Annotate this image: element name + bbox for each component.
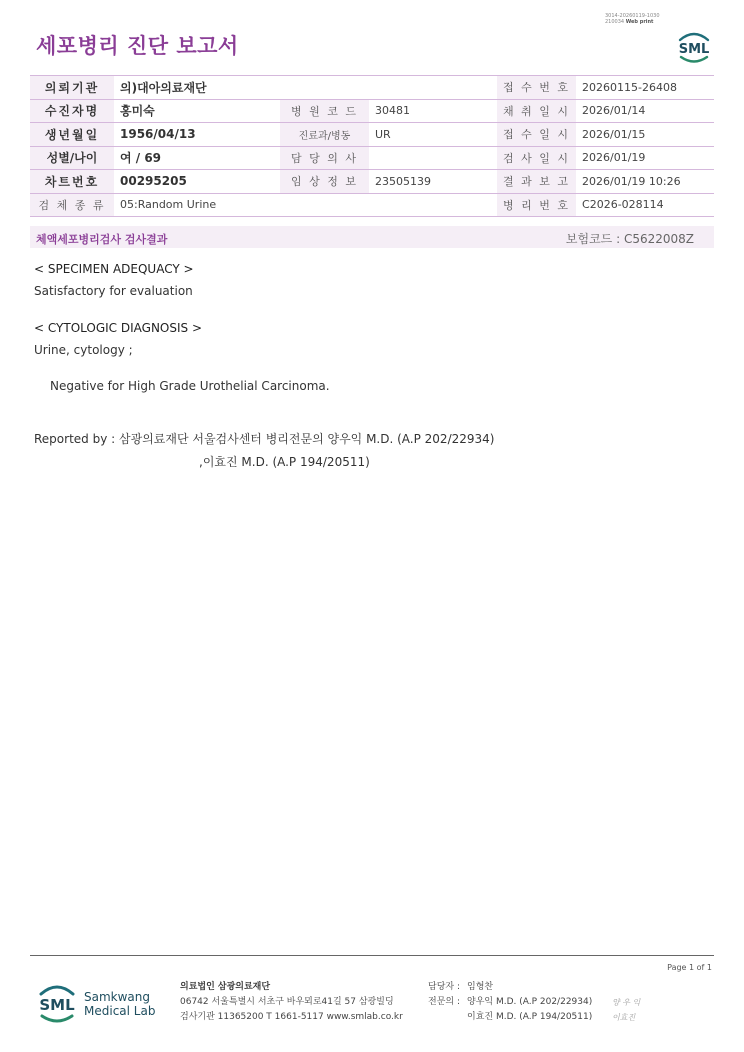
adequacy-heading: < SPECIMEN ADEQUACY > [34, 262, 194, 276]
value-hospital-code: 30481 [369, 99, 497, 123]
table-row [30, 146, 714, 170]
brand-name [84, 990, 155, 1018]
label-specimen-type: 검 체 종 류 [30, 193, 114, 217]
value-result-report: 2026/01/19 10:26 [576, 170, 714, 194]
diagnosis-result: Negative for High Grade Urothelial Carcinoma. [50, 379, 330, 393]
value-birth-date: 1956/04/13 [114, 123, 280, 147]
institution-contact: 검사기관 11365200 T 1661-5117 www.smlab.co.kr [180, 1012, 403, 1022]
section-title: 체액세포병리검사 검사결과 [36, 233, 168, 246]
label-test-date: 검 사 일 시 [497, 146, 576, 170]
value-chart-number: 00295205 [114, 170, 280, 194]
value-department: UR [369, 123, 497, 147]
institution-address: 06742 서울특별시 서초구 바우뫼로41길 57 삼광빌딩 [180, 997, 394, 1007]
specialist-1: 양우익 M.D. (A.P 202/22934) [467, 997, 593, 1007]
value-clinical-info: 23505139 [369, 170, 497, 194]
brand-line1: Samkwang [84, 990, 150, 1004]
table-row [30, 170, 714, 194]
label-chart-number: 차트번호 [30, 170, 114, 194]
label-hospital-code: 병 원 코 드 [280, 99, 369, 123]
brand-line2: Medical Lab [84, 1004, 156, 1018]
manager-name: 임형찬 [467, 982, 494, 992]
signature-1: 양 우 익 [612, 998, 641, 1007]
report-title: 세포병리 진단 보고서 [36, 34, 239, 58]
specialist-label: 전문의 : [428, 997, 460, 1007]
value-attending-physician [369, 146, 497, 170]
insurance-code: 보험코드 : C5622008Z [565, 232, 694, 246]
signature-2: 이효진 [612, 1013, 636, 1022]
value-requesting-institution: 의)대아의료재단 [114, 76, 497, 100]
table-row [30, 193, 714, 217]
label-clinical-info: 임 상 정 보 [280, 170, 369, 194]
label-pathology-number: 병 리 번 호 [497, 193, 576, 217]
institution-name: 의료법인 삼광의료재단 [180, 982, 271, 992]
value-pathology-number: C2026-028114 [576, 193, 714, 217]
value-specimen-type: 05:Random Urine [114, 193, 497, 217]
page-number: Page 1 of 1 [667, 963, 712, 972]
label-attending-physician: 담 당 의 사 [280, 146, 369, 170]
value-received-date: 2026/01/15 [576, 123, 714, 147]
staff-info [428, 980, 592, 1025]
diagnosis-heading: < CYTOLOGIC DIAGNOSIS > [34, 321, 203, 335]
value-sex-age: 여 / 69 [114, 146, 280, 170]
reported-by-line2: ,이효진 M.D. (A.P 194/20511) [199, 455, 370, 469]
print-id-line1: 3014-20260119-1030 [605, 13, 660, 19]
print-mode: Web print [625, 19, 654, 25]
reported-by-line1: Reported by : 삼광의료재단 서울검사센터 병리전문의 양우익 M.D. (A.P 202/22934) [34, 432, 495, 446]
print-metadata [605, 13, 660, 25]
label-patient-name: 수진자명 [30, 99, 114, 123]
value-collection-date: 2026/01/14 [576, 99, 714, 123]
label-department: 진료과/병동 [280, 123, 369, 147]
specialist-2: 이효진 M.D. (A.P 194/20511) [467, 1012, 593, 1022]
sml-logo-icon [36, 980, 78, 1026]
result-section-header [30, 226, 714, 248]
table-row [30, 99, 714, 123]
label-accession-number: 접 수 번 호 [497, 76, 576, 100]
value-test-date: 2026/01/19 [576, 146, 714, 170]
footer-divider [30, 955, 714, 956]
label-collection-date: 채 취 일 시 [497, 99, 576, 123]
label-result-report: 결 과 보 고 [497, 170, 576, 194]
institution-info [180, 980, 403, 1025]
print-id-line2: 210034 [605, 19, 625, 25]
label-requesting-institution: 의뢰기관 [30, 76, 114, 100]
value-patient-name: 홍미숙 [114, 99, 280, 123]
label-sex-age: 성별/나이 [30, 146, 114, 170]
manager-label: 담당자 : [428, 982, 460, 992]
logo-bottom-text: SML [39, 996, 75, 1014]
label-birth-date: 생년월일 [30, 123, 114, 147]
patient-info-table [30, 75, 714, 217]
logo-top-text: SML [678, 42, 710, 57]
value-accession-number: 20260115-26408 [576, 76, 714, 100]
label-received-date: 접 수 일 시 [497, 123, 576, 147]
sml-logo-icon [674, 26, 714, 66]
adequacy-text: Satisfactory for evaluation [34, 284, 193, 298]
table-row [30, 76, 714, 100]
table-row [30, 123, 714, 147]
diagnosis-specimen: Urine, cytology ; [34, 343, 133, 357]
